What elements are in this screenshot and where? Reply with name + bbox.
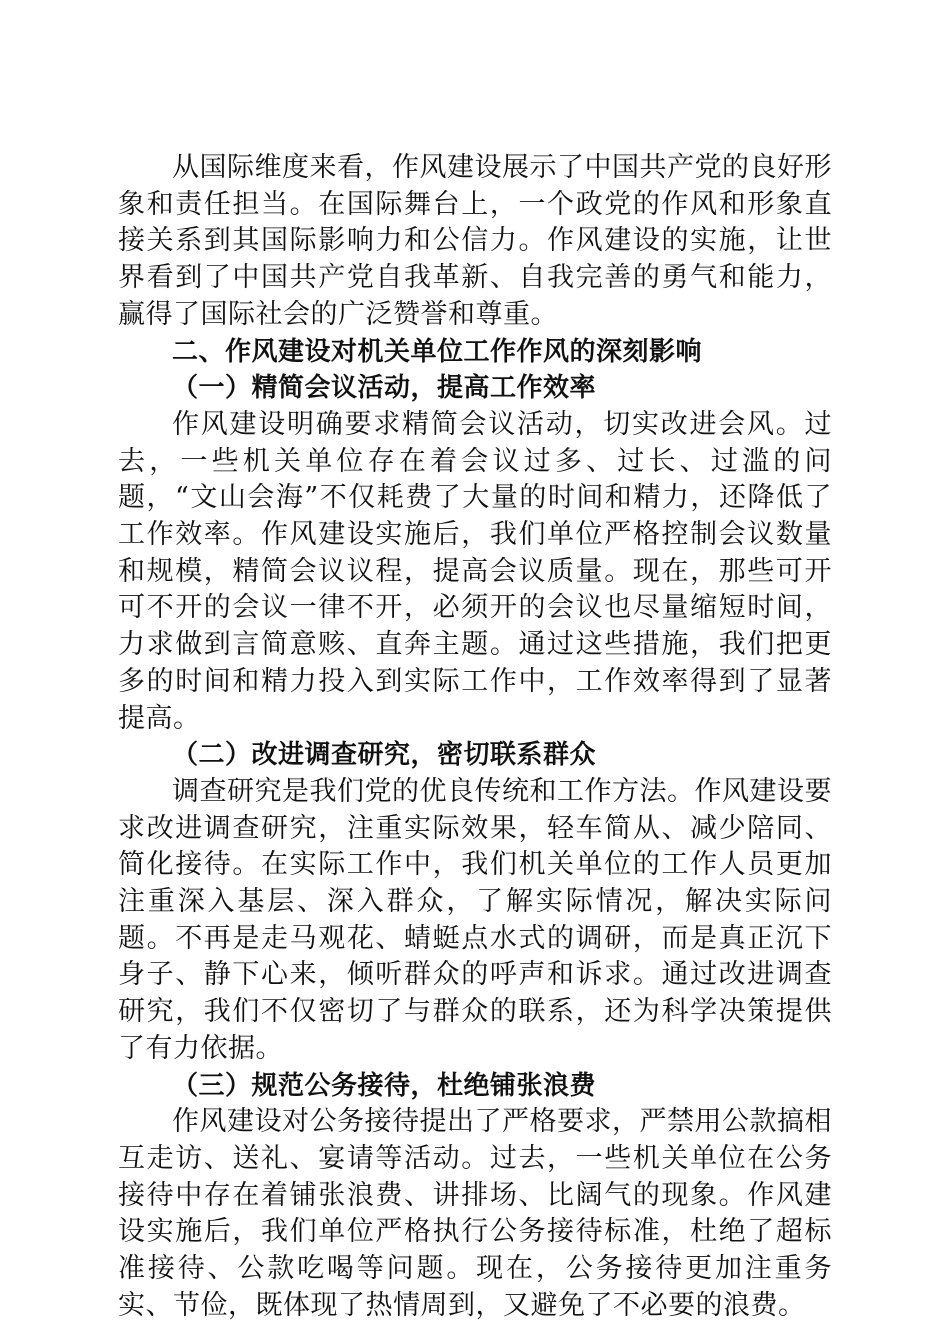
section-heading-2: 二、作风建设对机关单位工作作风的深刻影响 — [172, 336, 703, 367]
subheading-2: （二）改进调查研究，密切联系群众 — [172, 740, 597, 771]
document-body — [118, 150, 832, 1325]
subheading-1: （一）精简会议活动，提高工作效率 — [172, 373, 597, 404]
paragraph-reception: 作风建设对公务接待提出了严格要求，严禁用公款搞相互走访、送礼、宴请等活动。过去，一些机关单位在公务接待中存在着铺张浪费、讲排场、比阔气的现象。作风建设实施后，我们单位严格执行公务接待标准，杜绝了超标准接待、公款吃喝等问题。现在，公务接待更加注重务实、节俭，既体现了热情周到，又避免了不必要的浪费。 — [118, 1106, 832, 1321]
subheading-3: （三）规范公务接待，杜绝铺张浪费 — [172, 1070, 597, 1101]
paragraph-research: 调查研究是我们党的优良传统和工作方法。作风建设要求改进调查研究，注重实际效果，轻车简从、减少陪同、简化接待。在实际工作中，我们机关单位的工作人员更加注重深入基层、深入群众，了解实际情况，解决实际问题。不再是走马观花、蜻蜓点水式的调研，而是真正沉下身子、静下心来，倾听群众的呼声和诉求。通过改进调查研究，我们不仅密切了与群众的联系，还为科学决策提供了有力依据。 — [118, 775, 832, 1064]
paragraph-meetings: 作风建设明确要求精简会议活动，切实改进会风。过去，一些机关单位存在着会议过多、过长、过滥的问题，“文山会海”不仅耗费了大量的时间和精力，还降低了工作效率。作风建设实施后，我们单位严格控制会议数量和规模，精简会议议程，提高会议质量。现在，那些可开可不开的会议一律不开，必须开的会议也尽量缩短时间，力求做到言简意赅、直奔主题。通过这些措施，我们把更多的时间和精力投入到实际工作中，工作效率得到了显著提高。 — [118, 408, 832, 734]
paragraph-international-dimension: 从国际维度来看，作风建设展示了中国共产党的良好形象和责任担当。在国际舞台上，一个政党的作风和形象直接关系到其国际影响力和公信力。作风建设的实施，让世界看到了中国共产党自我革新、自我完善的勇气和能力，赢得了国际社会的广泛赞誉和尊重。 — [118, 152, 832, 330]
